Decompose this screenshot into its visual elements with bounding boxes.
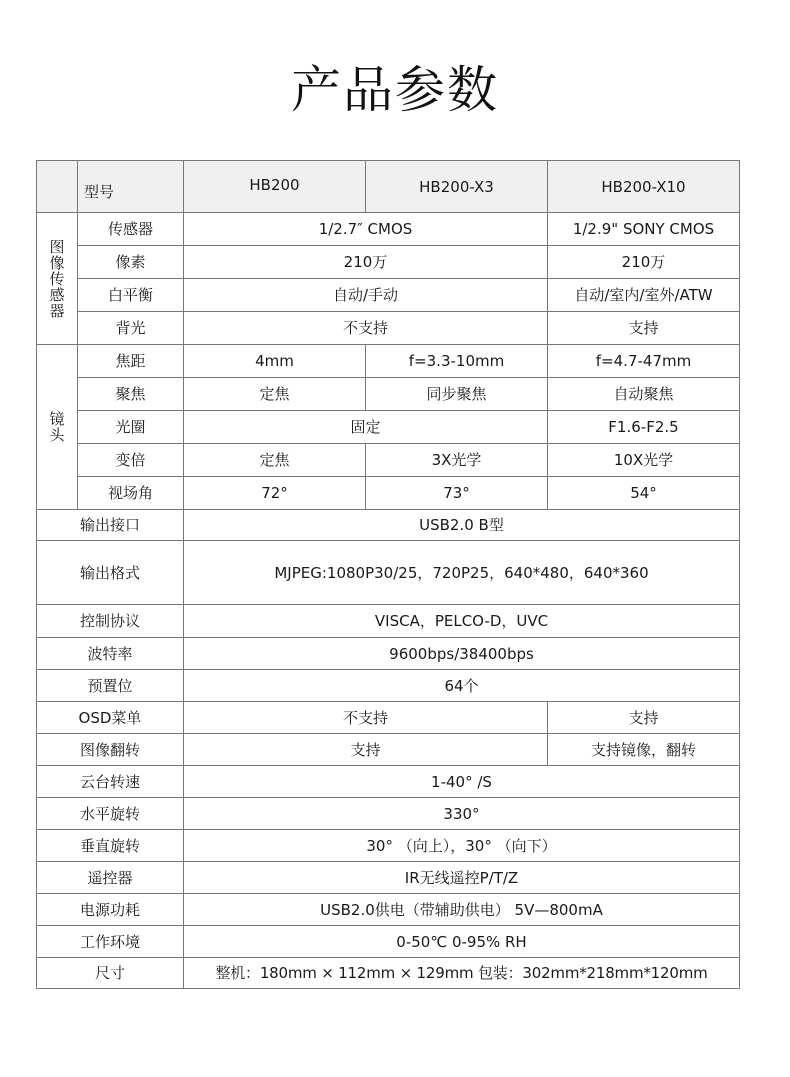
zoom-value-x3: 3X光学 bbox=[366, 444, 548, 477]
row-label-focus: 聚焦 bbox=[78, 378, 184, 411]
row-label-fov: 视场角 bbox=[78, 477, 184, 510]
table-row bbox=[37, 345, 740, 378]
page-title: 产品参数 bbox=[291, 61, 499, 119]
protocol-value: VISCA，PELCO-D，UVC bbox=[184, 605, 740, 638]
table-row bbox=[37, 830, 740, 862]
remote-value: IR无线遥控P/T/Z bbox=[184, 862, 740, 894]
focal-value-x10: f=4.7-47mm bbox=[548, 345, 740, 378]
table-row-header bbox=[37, 161, 740, 213]
spec-table bbox=[36, 160, 740, 989]
focus-value-x3: 同步聚焦 bbox=[366, 378, 548, 411]
model-hb200-x3: HB200-X3 bbox=[366, 161, 548, 213]
flip-value-hb200-x3: 支持 bbox=[184, 734, 548, 766]
backlight-value-hb200-x3: 不支持 bbox=[184, 312, 548, 345]
environment-value: 0-50℃ 0-95% RH bbox=[184, 926, 740, 958]
table-row bbox=[37, 670, 740, 702]
table-row bbox=[37, 766, 740, 798]
output-port-value: USB2.0 B型 bbox=[184, 510, 740, 541]
pan-speed-value: 1-40° /S bbox=[184, 766, 740, 798]
model-hb200: HB200 bbox=[184, 161, 366, 213]
row-label-backlight: 背光 bbox=[78, 312, 184, 345]
model-hb200-x10: HB200-X10 bbox=[548, 161, 740, 213]
preset-value: 64个 bbox=[184, 670, 740, 702]
table-row bbox=[37, 734, 740, 766]
row-label-sensor: 传感器 bbox=[78, 213, 184, 246]
wb-value-hb200-x3: 自动/手动 bbox=[184, 279, 548, 312]
sensor-value-x10: 1/2.9" SONY CMOS bbox=[548, 213, 740, 246]
osd-value-x10: 支持 bbox=[548, 702, 740, 734]
zoom-value-x10: 10X光学 bbox=[548, 444, 740, 477]
fov-value-hb200: 72° bbox=[184, 477, 366, 510]
pixels-value-x10: 210万 bbox=[548, 246, 740, 279]
table-row bbox=[37, 378, 740, 411]
row-label-environment: 工作环境 bbox=[37, 926, 184, 958]
row-label-baud-rate: 波特率 bbox=[37, 638, 184, 670]
power-value: USB2.0供电（带辅助供电） 5V—800mA bbox=[184, 894, 740, 926]
pan-rotation-value: 330° bbox=[184, 798, 740, 830]
table-row bbox=[37, 605, 740, 638]
table-row bbox=[37, 312, 740, 345]
table-row bbox=[37, 541, 740, 605]
fov-value-x3: 73° bbox=[366, 477, 548, 510]
tilt-rotation-value: 30° （向上），30° （向下） bbox=[184, 830, 740, 862]
focal-value-x3: f=3.3-10mm bbox=[366, 345, 548, 378]
row-label-pixels: 像素 bbox=[78, 246, 184, 279]
size-value: 整机：180mm × 112mm × 129mm 包装：302mm*218mm*120mm bbox=[184, 958, 740, 989]
category-lens: 镜 头 bbox=[37, 345, 78, 510]
flip-value-x10: 支持镜像，翻转 bbox=[548, 734, 740, 766]
wb-value-x10: 自动/室内/室外/ATW bbox=[548, 279, 740, 312]
header-label: 型号 bbox=[78, 161, 184, 213]
header-corner bbox=[37, 161, 78, 213]
row-label-remote: 遥控器 bbox=[37, 862, 184, 894]
table-row bbox=[37, 798, 740, 830]
row-label-preset: 预置位 bbox=[37, 670, 184, 702]
aperture-value-hb200-x3: 固定 bbox=[184, 411, 548, 444]
row-label-output-format: 输出格式 bbox=[37, 541, 184, 605]
pixels-value-hb200-x3: 210万 bbox=[184, 246, 548, 279]
table-row bbox=[37, 477, 740, 510]
row-label-protocol: 控制协议 bbox=[37, 605, 184, 638]
table-row bbox=[37, 246, 740, 279]
zoom-value-hb200: 定焦 bbox=[184, 444, 366, 477]
row-label-zoom: 变倍 bbox=[78, 444, 184, 477]
osd-value-hb200-x3: 不支持 bbox=[184, 702, 548, 734]
row-label-focal-length: 焦距 bbox=[78, 345, 184, 378]
table-row bbox=[37, 926, 740, 958]
table-row bbox=[37, 510, 740, 541]
table-row bbox=[37, 958, 740, 989]
row-label-output-port: 输出接口 bbox=[37, 510, 184, 541]
category-image-sensor: 图 像 传 感 器 bbox=[37, 213, 78, 345]
row-label-white-balance: 白平衡 bbox=[78, 279, 184, 312]
focal-value-hb200: 4mm bbox=[184, 345, 366, 378]
table-row bbox=[37, 894, 740, 926]
table-row bbox=[37, 638, 740, 670]
row-label-osd-menu: OSD菜单 bbox=[37, 702, 184, 734]
row-label-aperture: 光圈 bbox=[78, 411, 184, 444]
aperture-value-x10: F1.6-F2.5 bbox=[548, 411, 740, 444]
fov-value-x10: 54° bbox=[548, 477, 740, 510]
row-label-power: 电源功耗 bbox=[37, 894, 184, 926]
backlight-value-x10: 支持 bbox=[548, 312, 740, 345]
row-label-size: 尺寸 bbox=[37, 958, 184, 989]
row-label-pan-rotation: 水平旋转 bbox=[37, 798, 184, 830]
row-label-image-flip: 图像翻转 bbox=[37, 734, 184, 766]
table-row bbox=[37, 411, 740, 444]
focus-value-x10: 自动聚焦 bbox=[548, 378, 740, 411]
baud-value: 9600bps/38400bps bbox=[184, 638, 740, 670]
focus-value-hb200: 定焦 bbox=[184, 378, 366, 411]
sensor-value-hb200-x3: 1/2.7″ CMOS bbox=[184, 213, 548, 246]
output-format-value: MJPEG:1080P30/25，720P25，640*480，640*360 bbox=[184, 541, 740, 605]
table-row bbox=[37, 444, 740, 477]
table-row bbox=[37, 279, 740, 312]
table-row bbox=[37, 213, 740, 246]
row-label-pan-speed: 云台转速 bbox=[37, 766, 184, 798]
row-label-tilt-rotation: 垂直旋转 bbox=[37, 830, 184, 862]
table-row bbox=[37, 702, 740, 734]
table-row bbox=[37, 862, 740, 894]
